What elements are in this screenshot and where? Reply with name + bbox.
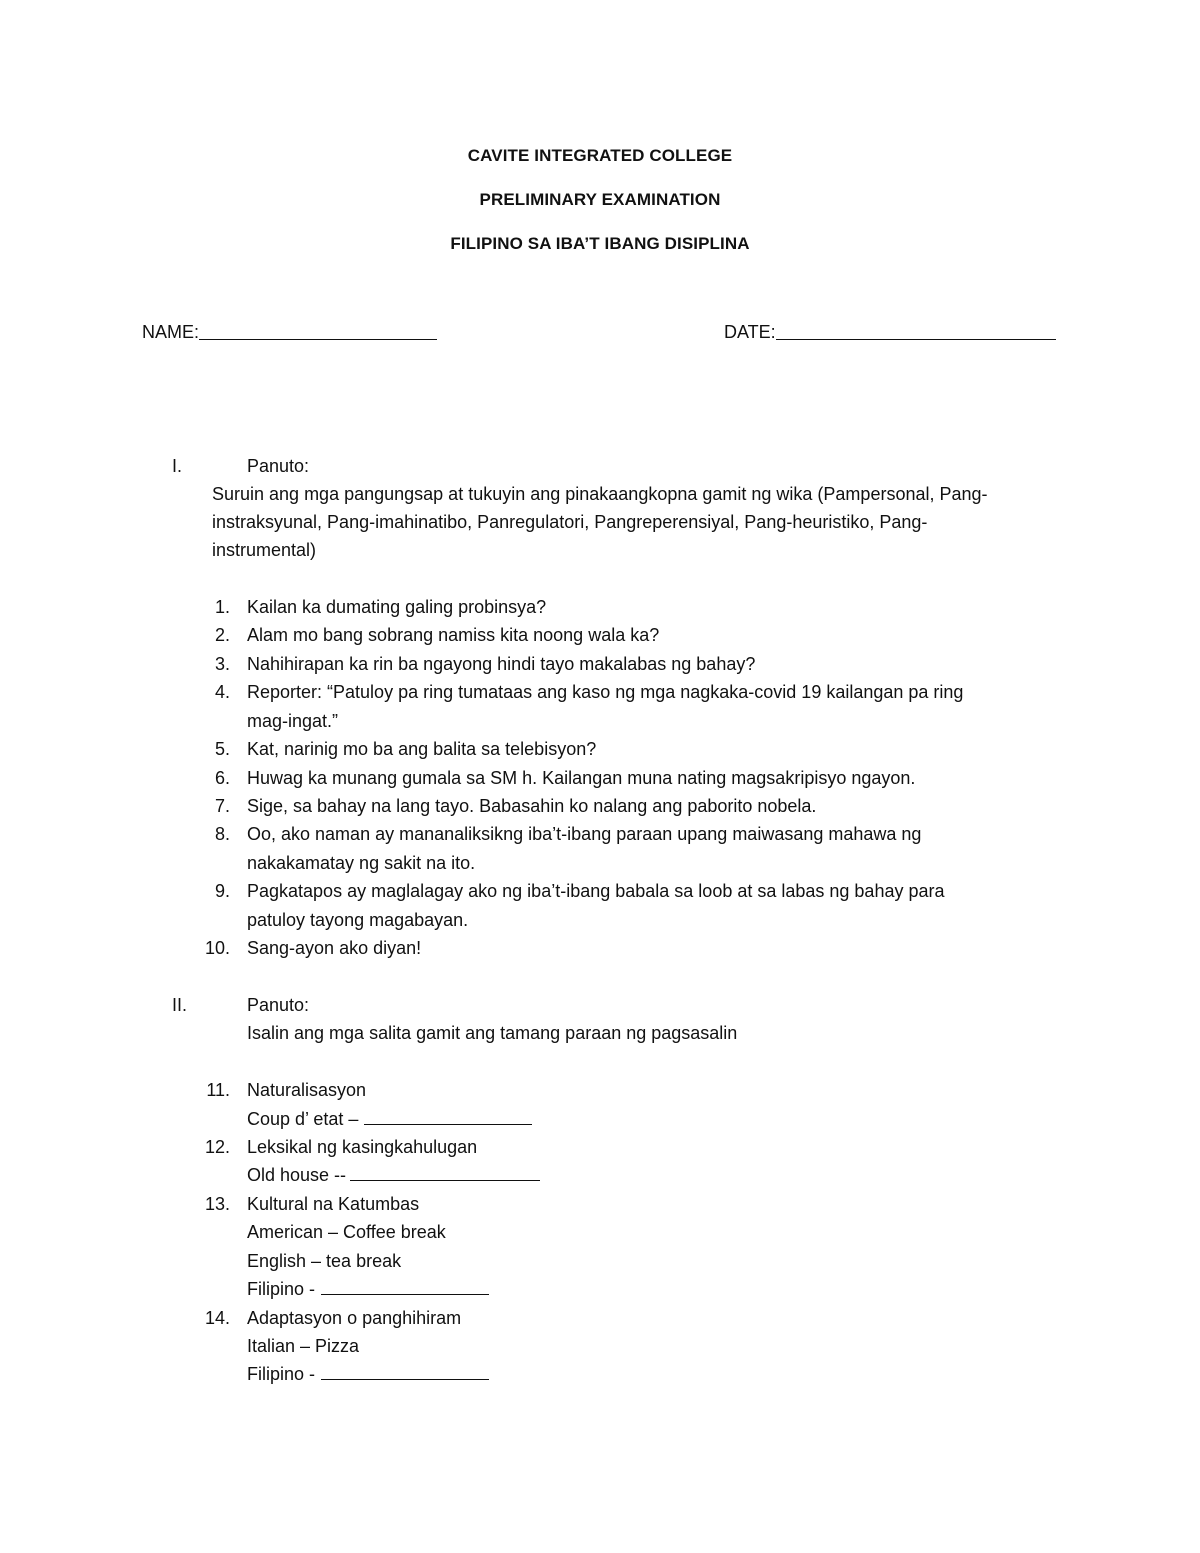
item-text: Reporter: “Patuloy pa ring tumataas ang kaso ng mga nagkaka-covid 19 kailangan pa ring	[247, 682, 964, 702]
answer-line	[247, 1275, 489, 1303]
item-title: Naturalisasyon	[247, 1080, 367, 1100]
answer-line	[247, 1161, 540, 1189]
part1-instruction-line: Suruin ang mga pangungsap at tukuyin ang pinakaangkopna gamit ng wika (Pampersonal, Pang-	[212, 484, 988, 504]
answer-line	[247, 1360, 489, 1388]
prompt-text: Filipino -	[247, 1364, 316, 1384]
item-number: 2.	[214, 625, 230, 645]
name-blank[interactable]	[199, 338, 437, 340]
item-number: 9.	[214, 881, 230, 901]
answer-blank[interactable]	[321, 1276, 489, 1295]
name-label: NAME:	[142, 322, 200, 342]
item-text: Huwag ka munang gumala sa SM h. Kailangan muna nating magsakripisyo ngayon.	[247, 768, 916, 788]
date-label: DATE:	[724, 322, 776, 342]
item-number: 11.	[206, 1080, 230, 1100]
item-number: 7.	[214, 796, 230, 816]
item-number: 5.	[214, 739, 230, 759]
item-text: Pagkatapos ay maglalagay ako ng iba’t-ibang babala sa loob at sa labas ng bahay para	[247, 881, 945, 901]
item-text: Alam mo bang sobrang namiss kita noong wala ka?	[247, 625, 660, 645]
prompt-text: English – tea break	[247, 1251, 402, 1271]
part2-numeral: II.	[172, 995, 188, 1015]
item-number: 4.	[214, 682, 230, 702]
date-field[interactable]	[724, 322, 1056, 343]
part2-instruction: Isalin ang mga salita gamit ang tamang paraan ng pagsasalin	[247, 1023, 738, 1043]
item-number: 14.	[204, 1308, 230, 1328]
part1-numeral: I.	[172, 456, 183, 476]
item-number: 3.	[214, 654, 230, 674]
item-text: Oo, ako naman ay mananaliksikng iba’t-ibang paraan upang maiwasang mahawa ng	[247, 824, 922, 844]
answer-blank[interactable]	[321, 1361, 489, 1380]
item-text: Kailan ka dumating galing probinsya?	[247, 597, 547, 617]
item-number: 6.	[214, 768, 230, 788]
subject-title: FILIPINO SA IBA’T IBANG DISIPLINA	[450, 234, 750, 253]
item-number: 8.	[214, 824, 230, 844]
date-blank[interactable]	[776, 338, 1056, 340]
item-number: 13.	[204, 1194, 230, 1214]
answer-blank[interactable]	[350, 1162, 540, 1181]
part2-heading: Panuto:	[247, 995, 310, 1015]
part1-heading: Panuto:	[247, 456, 310, 476]
item-text: Kat, narinig mo ba ang balita sa telebisyon?	[247, 739, 597, 759]
part1-instruction-line: instraksyunal, Pang-imahinatibo, Panregulatori, Pangreperensiyal, Pang-heuristiko, Pang-	[212, 512, 928, 532]
prompt-text: Italian – Pizza	[247, 1336, 360, 1356]
item-title: Adaptasyon o panghihiram	[247, 1308, 462, 1328]
college-name: CAVITE INTEGRATED COLLEGE	[467, 146, 733, 165]
item-text: Nahihirapan ka rin ba ngayong hindi tayo makalabas ng bahay?	[247, 654, 756, 674]
exam-title: PRELIMINARY EXAMINATION	[479, 190, 721, 209]
item-number: 1.	[214, 597, 230, 617]
item-text: mag-ingat.”	[247, 711, 339, 731]
item-text: patuloy tayong magabayan.	[247, 910, 469, 930]
part1-instruction-line: instrumental)	[212, 540, 317, 560]
item-text: nakakamatay ng sakit na ito.	[247, 853, 476, 873]
answer-line	[247, 1105, 532, 1133]
item-text: Sige, sa bahay na lang tayo. Babasahin ko nalang ang paborito nobela.	[247, 796, 817, 816]
name-field[interactable]	[142, 322, 437, 343]
prompt-text: Coup d’ etat –	[247, 1109, 359, 1129]
item-text: Sang-ayon ako diyan!	[247, 938, 422, 958]
prompt-text: American – Coffee break	[247, 1222, 446, 1242]
prompt-text: Old house --	[247, 1165, 347, 1185]
prompt-text: Filipino -	[247, 1279, 316, 1299]
item-title: Leksikal ng kasingkahulugan	[247, 1137, 478, 1157]
item-number: 12.	[204, 1137, 230, 1157]
answer-blank[interactable]	[364, 1106, 532, 1125]
item-title: Kultural na Katumbas	[247, 1194, 420, 1214]
item-number: 10.	[204, 938, 230, 958]
